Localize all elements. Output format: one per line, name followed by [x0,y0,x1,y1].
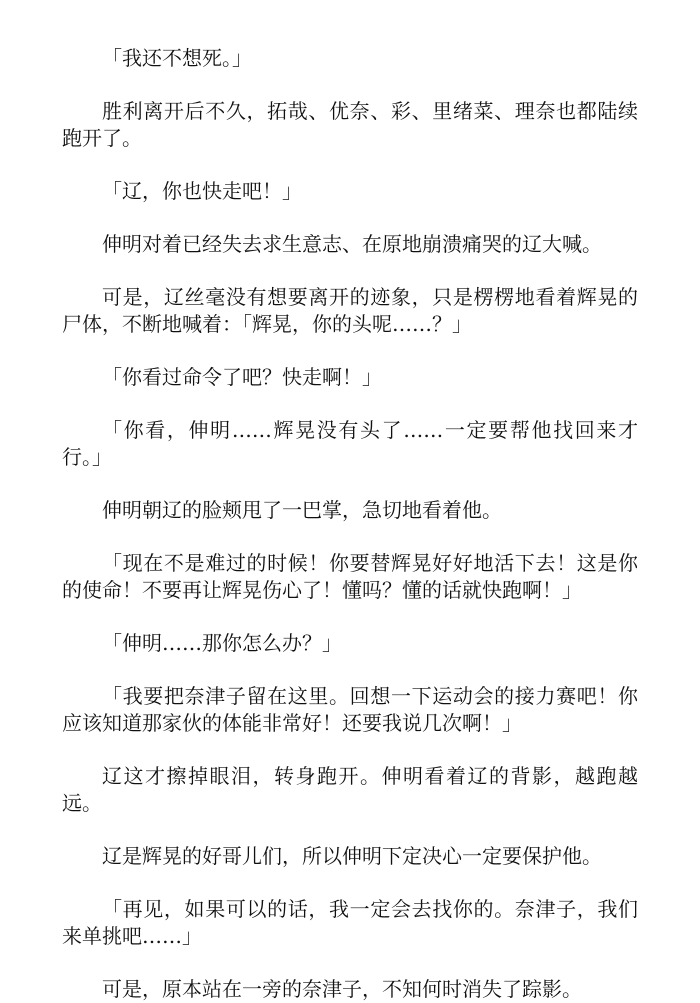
paragraph: 可是，原本站在一旁的奈津子，不知何时消失了踪影。 [102,977,582,1001]
paragraph: 「你看，伸明……辉晃没有头了……一定要帮他找回来才行。」 [62,418,638,469]
paragraph: 可是，辽丝毫没有想要离开的迹象，只是楞楞地看着辉晃的尸体，不断地喊着：「辉晃，你的头呢……？」 [62,285,638,336]
paragraph: 伸明对着已经失去求生意志、在原地崩溃痛哭的辽大喊。 [102,232,602,256]
paragraph: 「辽，你也快走吧！」 [102,179,302,203]
paragraph: 胜利离开后不久，拓哉、优奈、彩、里绪菜、理奈也都陆续跑开了。 [62,99,638,150]
paragraph: 「再见，如果可以的话，我一定会去找你的。奈津子，我们来单挑吧……」 [62,897,638,948]
paragraph: 「现在不是难过的时候！你要替辉晃好好地活下去！这是你的使命！不要再让辉晃伤心了！懂吗？懂的话就快跑啊！」 [62,551,638,602]
paragraph: 「你看过命令了吧？快走啊！」 [102,365,382,389]
paragraph: 「伸明……那你怎么办？」 [102,631,342,655]
paragraph: 「我还不想死。」 [102,46,252,70]
paragraph: 伸明朝辽的脸颊甩了一巴掌，急切地看着他。 [102,498,502,522]
paragraph: 辽是辉晃的好哥儿们，所以伸明下定决心一定要保护他。 [102,844,602,868]
paragraph: 辽这才擦掉眼泪，转身跑开。伸明看着辽的背影，越跑越远。 [62,764,638,815]
paragraph: 「我要把奈津子留在这里。回想一下运动会的接力赛吧！你应该知道那家伙的体能非常好！还要我说几次啊！」 [62,684,638,735]
